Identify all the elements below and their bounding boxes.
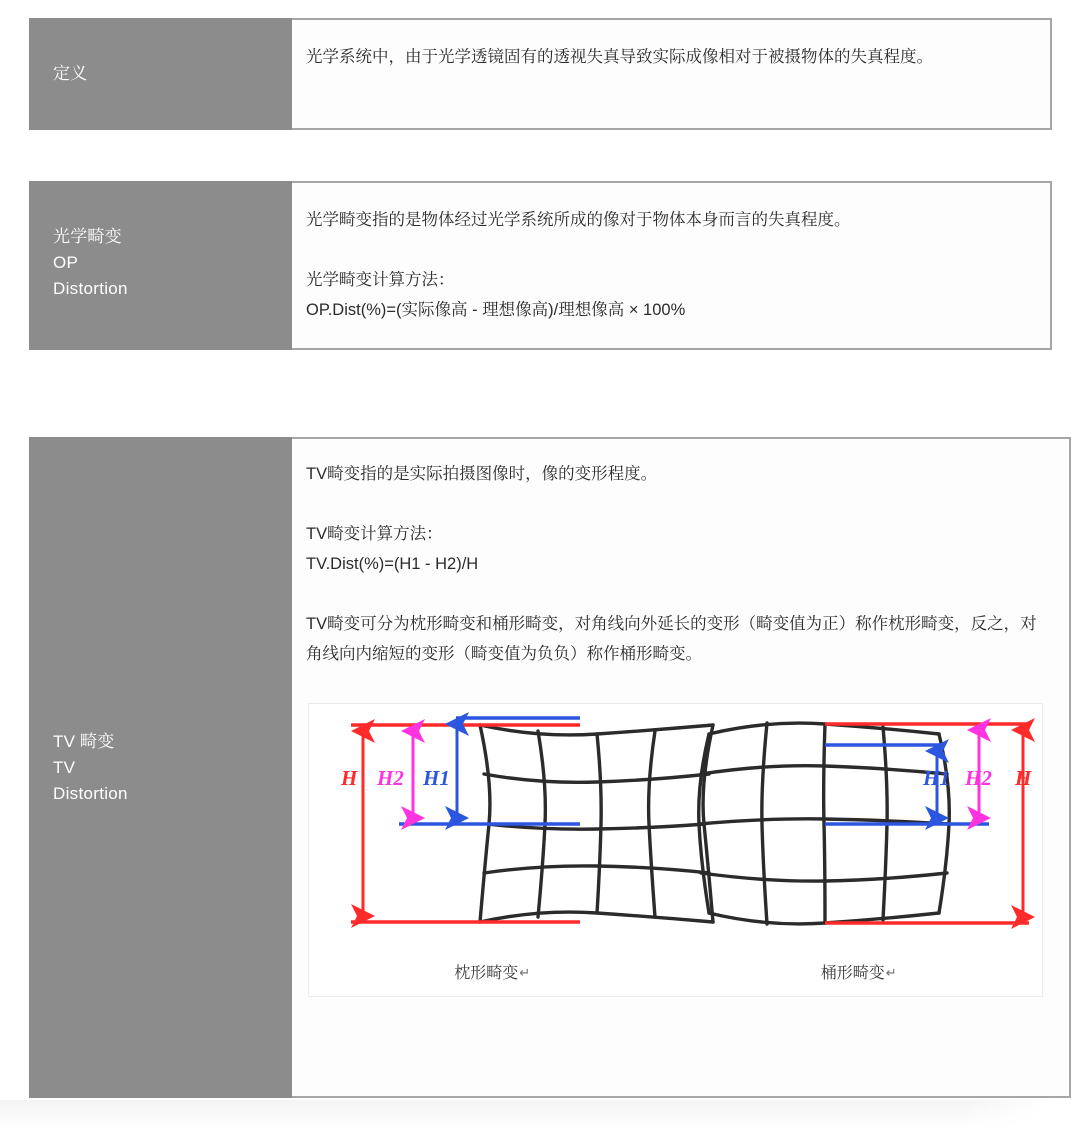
distortion-figure bbox=[308, 703, 1043, 997]
label-H1-right: H1 bbox=[923, 766, 950, 790]
label-H2-right: H2 bbox=[965, 766, 992, 790]
return-mark-icon: ↵ bbox=[519, 965, 531, 980]
row-label-line: Distortion bbox=[53, 783, 128, 803]
formula: TV.Dist(%)=(H1 - H2)/H bbox=[306, 555, 479, 573]
paragraph: 光学畸变指的是物体经过光学系统所成的像对于物体本身而言的失真程度。 bbox=[306, 211, 851, 229]
table-row bbox=[29, 181, 1052, 350]
row-label-line: 光学畸变 bbox=[53, 226, 122, 246]
paragraph: 光学系统中，由于光学透镜固有的透视失真导致实际成像相对于被摄物体的失真程度。 bbox=[306, 48, 933, 66]
row-label-line: 定义 bbox=[53, 64, 88, 83]
caption-barrel bbox=[676, 963, 1043, 984]
paragraph: 光学畸变计算方法： bbox=[306, 271, 455, 289]
row-label-cell bbox=[29, 18, 292, 130]
caption-barrel-text: 桶形畸变 bbox=[820, 965, 885, 982]
table-row bbox=[29, 437, 1052, 1098]
caption-pincushion bbox=[309, 963, 676, 984]
return-mark-icon: ↵ bbox=[885, 965, 897, 980]
table-row bbox=[29, 18, 1052, 130]
paragraph: TV畸变可分为枕形畸变和桶形畸变，对角线向外延长的变形（畸变值为正）称作枕形畸变，反之，对角线向内缩短的变形（畸变值为负负）称作桶形畸变。 bbox=[306, 615, 1037, 663]
row-label-line: Distortion bbox=[53, 278, 128, 298]
label-H-right: H bbox=[1015, 766, 1032, 790]
label-H2-left: H2 bbox=[377, 766, 404, 790]
row-content-cell bbox=[292, 437, 1071, 1098]
label-H1-left: H1 bbox=[423, 766, 450, 790]
row-label-cell bbox=[29, 181, 292, 350]
distortion-diagram-svg bbox=[309, 704, 1042, 996]
label-H-left: H bbox=[341, 766, 358, 790]
row-label-line: TV 畸变 bbox=[53, 731, 115, 751]
figure-captions bbox=[309, 963, 1042, 984]
paragraph: TV畸变指的是实际拍摄图像时，像的变形程度。 bbox=[306, 465, 658, 483]
row-content-cell bbox=[292, 18, 1052, 130]
row-label-cell bbox=[29, 437, 292, 1098]
row-content-cell bbox=[292, 181, 1052, 350]
formula: OP.Dist(%)=(实际像高 - 理想像高)/理想像高 × 100% bbox=[306, 301, 686, 319]
bottom-shadow bbox=[0, 1100, 1080, 1130]
paragraph: TV畸变计算方法： bbox=[306, 525, 443, 543]
caption-pincushion-text: 枕形畸变 bbox=[454, 965, 519, 982]
row-label-line: OP bbox=[53, 252, 79, 272]
row-label-line: TV bbox=[53, 757, 76, 777]
corner-fade bbox=[970, 1098, 1080, 1130]
